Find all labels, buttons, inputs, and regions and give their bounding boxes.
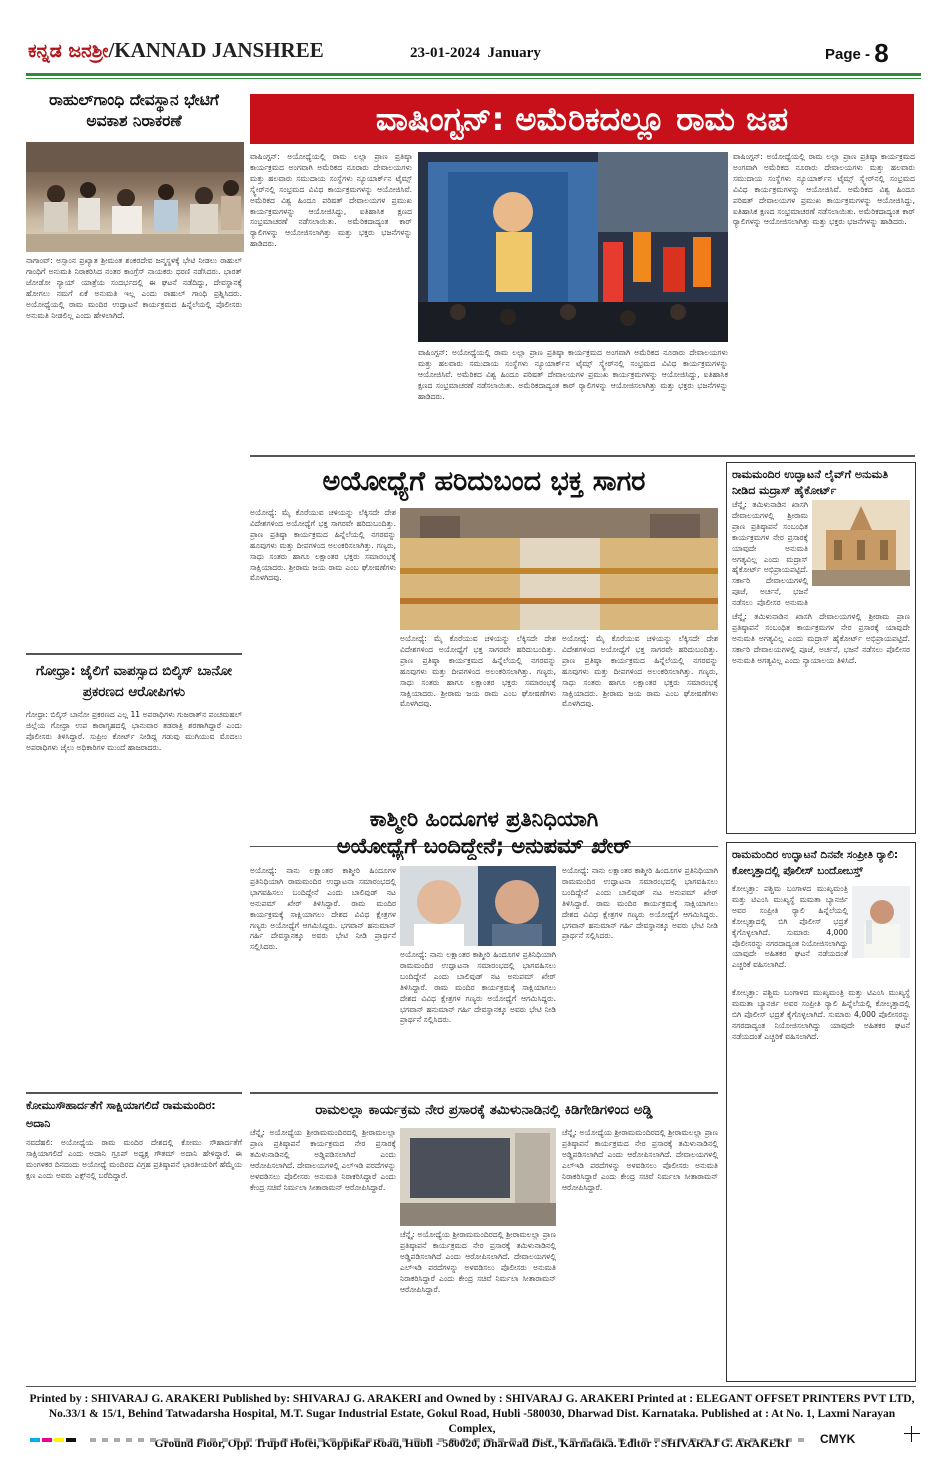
ram-mandir-photo bbox=[812, 500, 910, 586]
registration-swatch-cyan bbox=[30, 1438, 40, 1442]
kolkata-body-top: ಕೋಲ್ಕತ್ತಾ: ಪಶ್ಚಿಮ ಬಂಗಾಳದ ಮುಖ್ಯಮಂತ್ರಿ ಮತ್ತು ಟಿಎಂಸಿ ಮುಖ್ಯಸ್ಥೆ ಮಮತಾ ಬ್ಯಾನರ್ಜಿ ಅವರ ಸಂಪ್ರೀತಿ ರ‍್ಯಾಲಿ ಹಿನ್ನೆಲೆಯಲ್ಲಿ ಕೋಲ್ಕತ್ತಾದಲ್ಲಿ ಬಿಗಿ ಪೊಲೀಸ್ ಭದ್ರತೆ ಕೈಗೊಳ್ಳಲಾಗಿದೆ. ಸುಮಾರು 4,000 ಪೊಲೀಸರನ್ನು ನಗರದಾದ್ಯಂತ ನಿಯೋಜಿಸಲಾಗಿದ್ದು ಯಾವುದೇ ಅಹಿತಕರ ಘಟನೆ ನಡೆಯದಂತೆ ಎಚ್ಚರಿಕೆ ವಹಿಸಲಾಗಿದೆ. bbox=[732, 884, 848, 970]
issue-date-day: 23-01-2024 bbox=[410, 45, 480, 61]
kashmir-headline-line2: ಅಯೋಧ್ಯೆಗೆ ಬಂದಿದ್ದೇನೆ; ಅನುಪಮ್ ಖೇರ್ bbox=[336, 834, 632, 858]
gujarat-divider bbox=[26, 1092, 242, 1094]
issue-date bbox=[410, 45, 541, 62]
times-square-graphic bbox=[418, 152, 728, 342]
tamilnadu-body-col3: ಚೆನ್ನೈ: ಅಯೋಧ್ಯೆಯ ಶ್ರೀರಾಮಮಂದಿರದಲ್ಲಿ ಶ್ರೀರಾಮಲಲ್ಲಾ ಪ್ರಾಣ ಪ್ರತಿಷ್ಠಾಪನೆ ಕಾರ್ಯಕ್ರಮದ ನೇರ ಪ್ರಸಾರಕ್ಕೆ ತಮಿಳುನಾಡಿನಲ್ಲಿ ಅಡ್ಡಿಪಡಿಸಲಾಗಿದೆ ಎಂದು ಆರೋಪಿಸಲಾಗಿದೆ. ದೇವಾಲಯಗಳಲ್ಲಿ ಎಲ್‌ಇಡಿ ಪರದೆಗಳನ್ನು ಅಳವಡಿಸಲು ಪೊಲೀಸರು ಅನುಮತಿ ನಿರಾಕರಿಸಿದ್ದಾರೆ ಎಂದು ಕೇಂದ್ರ ಸಚಿವೆ ನಿರ್ಮಲಾ ಸೀತಾರಾಮನ್ ಆರೋಪಿಸಿದ್ದಾರೆ. bbox=[562, 1128, 718, 1192]
kher-graphic bbox=[400, 866, 556, 946]
kashmir-headline-line1: ಕಾಶ್ಮೀರಿ ಹಿಂದೂಗಳ ಪ್ರತಿನಿಧಿಯಾಗಿ bbox=[369, 807, 599, 831]
masthead-title-kannada: ಕನ್ನಡ ಜನಶ್ರೀ bbox=[28, 40, 109, 62]
kashmir-divider bbox=[250, 1092, 718, 1094]
ocean-body-col3: ಅಯೋಧ್ಯೆ: ಮೈ ಕೊರೆಯುವ ಚಳಿಯನ್ನು ಲೆಕ್ಕಿಸದೇ ದೇಶ ವಿದೇಶಗಳಿಂದ ಅಯೋಧ್ಯೆಗೆ ಭಕ್ತ ಸಾಗರವೇ ಹರಿದುಬಂದಿತ್ತು. ಪ್ರಾಣ ಪ್ರತಿಷ್ಠಾ ಕಾರ್ಯಕ್ರಮದ ಹಿನ್ನೆಲೆಯಲ್ಲಿ ನಗರವನ್ನು ಹೂವುಗಳು ಮತ್ತು ದೀಪಗಳಿಂದ ಅಲಂಕರಿಸಲಾಗಿತ್ತು. ಗಣ್ಯರು, ಸಾಧು ಸಂತರು ಹಾಗೂ ಲಕ್ಷಾಂತರ ಭಕ್ತರು ಸಮಾರಂಭಕ್ಕೆ ಸಾಕ್ಷಿಯಾದರು. ಶ್ರೀರಾಮ ಜಯ ರಾಮ ಎಂಬ ಘೋಷಣೆಗಳು ಮೊಳಗಿದವು. bbox=[562, 634, 718, 709]
kolkata-body: ಕೋಲ್ಕತ್ತಾ: ಪಶ್ಚಿಮ ಬಂಗಾಳದ ಮುಖ್ಯಮಂತ್ರಿ ಮತ್ತು ಟಿಎಂಸಿ ಮುಖ್ಯಸ್ಥೆ ಮಮತಾ ಬ್ಯಾನರ್ಜಿ ಅವರ ಸಂಪ್ರೀತಿ ರ‍್ಯಾಲಿ ಹಿನ್ನೆಲೆಯಲ್ಲಿ ಕೋಲ್ಕತ್ತಾದಲ್ಲಿ ಬಿಗಿ ಪೊಲೀಸ್ ಭದ್ರತೆ ಕೈಗೊಳ್ಳಲಾಗಿದೆ. ಸುಮಾರು 4,000 ಪೊಲೀಸರನ್ನು ನಗರದಾದ್ಯಂತ ನಿಯೋಜಿಸಲಾಗಿದ್ದು ಯಾವುದೇ ಅಹಿತಕರ ಘಟನೆ ನಡೆಯದಂತೆ ಎಚ್ಚರಿಕೆ ವಹಿಸಲಾಗಿದೆ. bbox=[732, 988, 910, 1041]
washington-divider bbox=[250, 455, 915, 457]
washington-photo-times-square bbox=[418, 152, 728, 342]
registration-swatch-black bbox=[66, 1438, 76, 1442]
mamata-photo bbox=[852, 886, 910, 958]
madras-body-top: ಚೆನ್ನೈ: ತಮಿಳುನಾಡಿನ ಖಾಸಗಿ ದೇವಾಲಯಗಳಲ್ಲಿ ಶ್ರೀರಾಮ ಪ್ರಾಣ ಪ್ರತಿಷ್ಠಾಪನೆ ಸಂಬಂಧಿತ ಕಾರ್ಯಕ್ರಮಗಳ ನೇರ ಪ್ರಸಾರಕ್ಕೆ ಯಾವುದೇ ಅನುಮತಿ ಅಗತ್ಯವಿಲ್ಲ ಎಂದು ಮದ್ರಾಸ್ ಹೈಕೋರ್ಟ್ ಅಭಿಪ್ರಾಯಪಟ್ಟಿದೆ. ಸರ್ಕಾರಿ ದೇವಾಲಯಗಳಲ್ಲಿ ಪೂಜೆ, ಅರ್ಚನೆ, ಭಜನೆ ನಡೆಸಲು ಪೊಲೀಸರ ಅನುಮತಿ bbox=[732, 500, 808, 608]
issue-date-month: January bbox=[487, 45, 541, 61]
rahul-body: ನಾಗಾಂವ್: ಅಸ್ಸಾಂನ ಪ್ರಖ್ಯಾತ ಶ್ರೀಮಂತ ಶಂಕರದೇವ ಜನ್ಮಸ್ಥಳಕ್ಕೆ ಭೇಟಿ ನೀಡಲು ರಾಹುಲ್ ಗಾಂಧಿಗೆ ಅನುಮತಿ ನಿರಾಕರಿಸಿದ ನಂತರ ಕಾಂಗ್ರೆಸ್ ನಾಯಕರು ಧರಣಿ ನಡೆಸಿದರು. ಭಾರತ್ ಜೋಡೋ ನ್ಯಾಯ್ ಯಾತ್ರೆಯ ಸಂದರ್ಭದಲ್ಲಿ ಈ ಘಟನೆ ನಡೆದಿದ್ದು, ದೇವಸ್ಥಾನಕ್ಕೆ ಹೋಗಲು ನಮಗೆ ಏಕೆ ಅನುಮತಿ ಇಲ್ಲ ಎಂದು ರಾಹುಲ್ ಗಾಂಧಿ ಪ್ರಶ್ನಿಸಿದರು. ಅಯೋಧ್ಯೆಯಲ್ಲಿ ರಾಮ ಮಂದಿರ ಉದ್ಘಾಟನೆ ಕಾರ್ಯಕ್ರಮದ ಹಿನ್ನೆಲೆಯಲ್ಲಿ ಪೊಲೀಸರು ಅನುಮತಿ ನೀಡಲಿಲ್ಲ ಎಂದು ಹೇಳಲಾಗಿದೆ. bbox=[26, 256, 242, 320]
rahul-photo-graphic bbox=[26, 142, 244, 252]
tamilnadu-body-col2: ಚೆನ್ನೈ: ಅಯೋಧ್ಯೆಯ ಶ್ರೀರಾಮಮಂದಿರದಲ್ಲಿ ಶ್ರೀರಾಮಲಲ್ಲಾ ಪ್ರಾಣ ಪ್ರತಿಷ್ಠಾಪನೆ ಕಾರ್ಯಕ್ರಮದ ನೇರ ಪ್ರಸಾರಕ್ಕೆ ತಮಿಳುನಾಡಿನಲ್ಲಿ ಅಡ್ಡಿಪಡಿಸಲಾಗಿದೆ ಎಂದು ಆರೋಪಿಸಲಾಗಿದೆ. ದೇವಾಲಯಗಳಲ್ಲಿ ಎಲ್‌ಇಡಿ ಪರದೆಗಳನ್ನು ಅಳವಡಿಸಲು ಪೊಲೀಸರು ಅನುಮತಿ ನಿರಾಕರಿಸಿದ್ದಾರೆ ಎಂದು ಕೇಂದ್ರ ಸಚಿವೆ ನಿರ್ಮಲಾ ಸೀತಾರಾಮನ್ ಆರೋಪಿಸಿದ್ದಾರೆ. bbox=[400, 1230, 556, 1294]
kolkata-headline: ರಾಮಮಂದಿರ ಉದ್ಘಾಟನೆ ದಿನವೇ ಸಂಪ್ರೀತಿ ರ‍್ಯಾಲಿ: ಕೋಲ್ಕತ್ತಾದಲ್ಲಿ ಪೊಲೀಸ್ ಬಂದೋಬಸ್ತ್ bbox=[732, 849, 899, 877]
gujarat-body: ಗೋಧ್ರಾ: ಬಿಲ್ಕಿಸ್ ಬಾನೋ ಪ್ರಕರಣದ ಎಲ್ಲ 11 ಅಪರಾಧಿಗಳು ಗುಜರಾತ್‌ನ ಪಂಚಮಹಲ್ ಜಿಲ್ಲೆಯ ಗೋಧ್ರಾ ಉಪ ಕಾರಾಗೃಹದಲ್ಲಿ ಭಾನುವಾರ ತಡರಾತ್ರಿ ಶರಣಾಗಿದ್ದಾರೆ ಎಂದು ಪೊಲೀಸರು ತಿಳಿಸಿದ್ದಾರೆ. ಸುಪ್ರೀಂ ಕೋರ್ಟ್ ನೀಡಿದ್ದ ಗಡುವು ಮುಗಿಯುವ ಮೊದಲು ಅಪರಾಧಿಗಳು ಜೈಲು ಅಧಿಕಾರಿಗಳ ಮುಂದೆ ಹಾಜರಾದರು. bbox=[26, 710, 242, 752]
tamilnadu-headline: ರಾಮಲಲ್ಲಾ ಕಾರ್ಯಕ್ರಮ ನೇರ ಪ್ರಸಾರಕ್ಕೆ ತಮಿಳುನಾಡಿನಲ್ಲಿ ಕಿಡಿಗೇಡಿಗಳಿಂದ ಅಡ್ಡಿ bbox=[315, 1102, 653, 1118]
tamilnadu-photo bbox=[400, 1128, 556, 1226]
crowd-graphic bbox=[400, 508, 718, 630]
page-label: Page - bbox=[825, 46, 871, 63]
mamata-graphic bbox=[852, 886, 910, 958]
rahul-photo bbox=[26, 142, 244, 252]
imprint-line-3: Ground Floor, Opp. Trupti Hotel, Koppikar Road, Hubli - 580020, Dharwad Dist., Karnataka. Editor : SHIVARAJ G. ARAKERI bbox=[154, 1438, 790, 1450]
rahul-headline: ರಾಹುಲ್‌ಗಾಂಧಿ ದೇವಸ್ಥಾನ ಭೇಟಿಗೆ ಅವಕಾಶ ನಿರಾಕರಣೆ bbox=[49, 91, 219, 130]
washington-headline bbox=[250, 94, 914, 144]
registration-swatch-yellow bbox=[54, 1438, 64, 1442]
imprint-footer bbox=[28, 1392, 916, 1452]
rahul-divider bbox=[26, 653, 242, 655]
anupam-kher-photo bbox=[400, 866, 556, 946]
kashmir-body-col1: ಅಯೋಧ್ಯೆ: ನಾನು ಲಕ್ಷಾಂತರ ಕಾಶ್ಮೀರಿ ಹಿಂದೂಗಳ ಪ್ರತಿನಿಧಿಯಾಗಿ ರಾಮಮಂದಿರ ಉದ್ಘಾಟನಾ ಸಮಾರಂಭದಲ್ಲಿ ಭಾಗವಹಿಸಲು ಬಂದಿದ್ದೇನೆ ಎಂದು ಬಾಲಿವುಡ್ ನಟ ಅನುಪಮ್ ಖೇರ್ ತಿಳಿಸಿದ್ದಾರೆ. ರಾಮ ಮಂದಿರ ಕಾರ್ಯಕ್ರಮಕ್ಕೆ ಸಾಕ್ಷಿಯಾಗಲು ದೇಶದ ವಿವಿಧ ಕ್ಷೇತ್ರಗಳ ಗಣ್ಯರು ಅಯೋಧ್ಯೆಗೆ ಆಗಮಿಸಿದ್ದರು. ಭಗವಾನ್ ಹನುಮಾನ್ ಗರ್ಹಿ ದೇವಸ್ಥಾನಕ್ಕೂ ಅವರು ಭೇಟಿ ನೀಡಿ ಪ್ರಾರ್ಥನೆ ಸಲ್ಲಿಸಿದರು. bbox=[250, 866, 396, 952]
imprint-line-2: No.33/1 & 15/1, Behind Tatwadarsha Hospital, M.T. Sugar Industrial Estate, Gokul Road, Hubli -580030, Dharwad Dist. Karnataka. Published at : At No. 1, Laxmi Narayan Complex, bbox=[48, 1408, 896, 1435]
ocean-headline: ಅಯೋಧ್ಯೆಗೆ ಹರಿದುಬಂದ ಭಕ್ತ ಸಾಗರ bbox=[322, 466, 646, 497]
registration-swatch-magenta bbox=[42, 1438, 52, 1442]
kashmir-headline bbox=[250, 806, 718, 860]
madras-body: ಚೆನ್ನೈ: ತಮಿಳುನಾಡಿನ ಖಾಸಗಿ ದೇವಾಲಯಗಳಲ್ಲಿ ಶ್ರೀರಾಮ ಪ್ರಾಣ ಪ್ರತಿಷ್ಠಾಪನೆ ಸಂಬಂಧಿತ ಕಾರ್ಯಕ್ರಮಗಳ ನೇರ ಪ್ರಸಾರಕ್ಕೆ ಯಾವುದೇ ಅನುಮತಿ ಅಗತ್ಯವಿಲ್ಲ ಎಂದು ಮದ್ರಾಸ್ ಹೈಕೋರ್ಟ್ ಅಭಿಪ್ರಾಯಪಟ್ಟಿದೆ. ಸರ್ಕಾರಿ ದೇವಾಲಯಗಳಲ್ಲಿ ಪೂಜೆ, ಅರ್ಚನೆ, ಭಜನೆ ನಡೆಸಲು ಪೊಲೀಸರ ಅನುಮತಿ ಅಗತ್ಯವಿಲ್ಲ ಎಂದು ನ್ಯಾಯಾಲಯ ತಿಳಿಸಿದೆ. bbox=[732, 612, 910, 665]
tamilnadu-body-col1: ಚೆನ್ನೈ: ಅಯೋಧ್ಯೆಯ ಶ್ರೀರಾಮಮಂದಿರದಲ್ಲಿ ಶ್ರೀರಾಮಲಲ್ಲಾ ಪ್ರಾಣ ಪ್ರತಿಷ್ಠಾಪನೆ ಕಾರ್ಯಕ್ರಮದ ನೇರ ಪ್ರಸಾರಕ್ಕೆ ತಮಿಳುನಾಡಿನಲ್ಲಿ ಅಡ್ಡಿಪಡಿಸಲಾಗಿದೆ ಎಂದು ಆರೋಪಿಸಲಾಗಿದೆ. ದೇವಾಲಯಗಳಲ್ಲಿ ಎಲ್‌ಇಡಿ ಪರದೆಗಳನ್ನು ಅಳವಡಿಸಲು ಪೊಲೀಸರು ಅನುಮತಿ ನಿರಾಕರಿಸಿದ್ದಾರೆ ಎಂದು ಕೇಂದ್ರ ಸಚಿವೆ ನಿರ್ಮಲಾ ಸೀತಾರಾಮನ್ ಆರೋಪಿಸಿದ್ದಾರೆ. bbox=[250, 1128, 396, 1192]
ocean-body-col2: ಅಯೋಧ್ಯೆ: ಮೈ ಕೊರೆಯುವ ಚಳಿಯನ್ನು ಲೆಕ್ಕಿಸದೇ ದೇಶ ವಿದೇಶಗಳಿಂದ ಅಯೋಧ್ಯೆಗೆ ಭಕ್ತ ಸಾಗರವೇ ಹರಿದುಬಂದಿತ್ತು. ಪ್ರಾಣ ಪ್ರತಿಷ್ಠಾ ಕಾರ್ಯಕ್ರಮದ ಹಿನ್ನೆಲೆಯಲ್ಲಿ ನಗರವನ್ನು ಹೂವುಗಳು ಮತ್ತು ದೀಪಗಳಿಂದ ಅಲಂಕರಿಸಲಾಗಿತ್ತು. ಗಣ್ಯರು, ಸಾಧು ಸಂತರು ಹಾಗೂ ಲಕ್ಷಾಂತರ ಭಕ್ತರು ಸಮಾರಂಭಕ್ಕೆ ಸಾಕ್ಷಿಯಾದರು. ಶ್ರೀರಾಮ ಜಯ ರಾಮ ಎಂಬ ಘೋಷಣೆಗಳು ಮೊಳಗಿದವು. bbox=[400, 634, 556, 709]
page-number-value: 8 bbox=[874, 38, 889, 68]
ocean-crowd-photo bbox=[400, 508, 718, 630]
masthead-rule-thin bbox=[26, 78, 921, 79]
registration-strip bbox=[90, 1438, 810, 1442]
temple-graphic bbox=[812, 500, 910, 586]
communal-body: ನವದೆಹಲಿ: ಅಯೋಧ್ಯೆಯ ರಾಮ ಮಂದಿರ ದೇಶದಲ್ಲಿ ಕೋಮು ಸೌಹಾರ್ದತೆಗೆ ಸಾಕ್ಷಿಯಾಗಲಿದೆ ಎಂದು ಅದಾನಿ ಗ್ರೂಪ್ ಅಧ್ಯಕ್ಷ ಗೌತಮ್ ಅದಾನಿ ಹೇಳಿದ್ದಾರೆ. ಈ ಮಂಗಳಕರ ದಿನದಂದು ಅಯೋಧ್ಯೆ ಮಂದಿರದ ವಿಗ್ರಹ ಪ್ರತಿಷ್ಠಾಪನೆ ಭಾರತೀಯರಿಗೆ ಹೆಮ್ಮೆಯ ಕ್ಷಣ ಎಂದು ಅವರು ಎಕ್ಸ್‌ನಲ್ಲಿ ಬರೆದಿದ್ದಾರೆ. bbox=[26, 1138, 242, 1180]
masthead-title: ಕನ್ನಡ ಜನಶ್ರೀ/KANNAD JANSHREE bbox=[28, 38, 324, 62]
imprint-line-1: Printed by : SHIVARAJ G. ARAKERI Published by: SHIVARAJ G. ARAKERI and Owned by : SHIVARAJ G. ARAKERI Printed at : ELEGANT OFFSET PRINTERS PVT LTD, bbox=[29, 1393, 915, 1405]
washington-body-col1: ವಾಷಿಂಗ್ಟನ್: ಅಯೋಧ್ಯೆಯಲ್ಲಿ ರಾಮ ಲಲ್ಲಾ ಪ್ರಾಣ ಪ್ರತಿಷ್ಠಾ ಕಾರ್ಯಕ್ರಮದ ಅಂಗವಾಗಿ ಅಮೆರಿಕದ ನೂರಾರು ದೇವಾಲಯಗಳು ಮತ್ತು ಹಲವಾರು ಸಮುದಾಯ ಸಂಸ್ಥೆಗಳು ನ್ಯೂಯಾರ್ಕ್‌ನ ಟೈಮ್ಸ್ ಸ್ಕ್ವೇರ್‌ನಲ್ಲಿ ಸಂಭ್ರಮದ ವಿವಿಧ ಕಾರ್ಯಕ್ರಮಗಳನ್ನು ಆಯೋಜಿಸಿವೆ. ಅಮೆರಿಕದ ವಿಶ್ವ ಹಿಂದೂ ಪರಿಷತ್ ದೇವಾಲಯಗಳ ಪ್ರಮುಖ ಕಾರ್ಯಕ್ರಮಗಳನ್ನು ಆಯೋಜಿಸಿದ್ದು, ಐತಿಹಾಸಿಕ ಕ್ಷಣದ ಸಂಭ್ರಮಾಚರಣೆ ನಡೆಸಲಾಯಿತು. ಅಮೆರಿಕದಾದ್ಯಂತ ಕಾರ್ ರ‍್ಯಾಲಿಗಳನ್ನು ಆಯೋಜಿಸಲಾಗಿತ್ತು ಮತ್ತು ಭಕ್ತರು ಭಜನೆಗಳನ್ನು ಹಾಡಿದರು. bbox=[250, 152, 412, 249]
washington-body-col2: ವಾಷಿಂಗ್ಟನ್: ಅಯೋಧ್ಯೆಯಲ್ಲಿ ರಾಮ ಲಲ್ಲಾ ಪ್ರಾಣ ಪ್ರತಿಷ್ಠಾ ಕಾರ್ಯಕ್ರಮದ ಅಂಗವಾಗಿ ಅಮೆರಿಕದ ನೂರಾರು ದೇವಾಲಯಗಳು ಮತ್ತು ಹಲವಾರು ಸಮುದಾಯ ಸಂಸ್ಥೆಗಳು ನ್ಯೂಯಾರ್ಕ್‌ನ ಟೈಮ್ಸ್ ಸ್ಕ್ವೇರ್‌ನಲ್ಲಿ ಸಂಭ್ರಮದ ವಿವಿಧ ಕಾರ್ಯಕ್ರಮಗಳನ್ನು ಆಯೋಜಿಸಿವೆ. ಅಮೆರಿಕದ ವಿಶ್ವ ಹಿಂದೂ ಪರಿಷತ್ ದೇವಾಲಯಗಳ ಪ್ರಮುಖ ಕಾರ್ಯಕ್ರಮಗಳನ್ನು ಆಯೋಜಿಸಿದ್ದು, ಐತಿಹಾಸಿಕ ಕ್ಷಣದ ಸಂಭ್ರಮಾಚರಣೆ ನಡೆಸಲಾಯಿತು. ಅಮೆರಿಕದಾದ್ಯಂತ ಕಾರ್ ರ‍್ಯಾಲಿಗಳನ್ನು ಆಯೋಜಿಸಲಾಗಿತ್ತು ಮತ್ತು ಭಕ್ತರು ಭಜನೆಗಳನ್ನು ಹಾಡಿದರು. bbox=[418, 348, 728, 401]
screen-graphic bbox=[400, 1128, 556, 1226]
masthead-title-english: KANNAD JANSHREE bbox=[114, 38, 324, 62]
washington-body-col3: ವಾಷಿಂಗ್ಟನ್: ಅಯೋಧ್ಯೆಯಲ್ಲಿ ರಾಮ ಲಲ್ಲಾ ಪ್ರಾಣ ಪ್ರತಿಷ್ಠಾ ಕಾರ್ಯಕ್ರಮದ ಅಂಗವಾಗಿ ಅಮೆರಿಕದ ನೂರಾರು ದೇವಾಲಯಗಳು ಮತ್ತು ಹಲವಾರು ಸಮುದಾಯ ಸಂಸ್ಥೆಗಳು ನ್ಯೂಯಾರ್ಕ್‌ನ ಟೈಮ್ಸ್ ಸ್ಕ್ವೇರ್‌ನಲ್ಲಿ ಸಂಭ್ರಮದ ವಿವಿಧ ಕಾರ್ಯಕ್ರಮಗಳನ್ನು ಆಯೋಜಿಸಿವೆ. ಅಮೆರಿಕದ ವಿಶ್ವ ಹಿಂದೂ ಪರಿಷತ್ ದೇವಾಲಯಗಳ ಪ್ರಮುಖ ಕಾರ್ಯಕ್ರಮಗಳನ್ನು ಆಯೋಜಿಸಿದ್ದು, ಐತಿಹಾಸಿಕ ಕ್ಷಣದ ಸಂಭ್ರಮಾಚರಣೆ ನಡೆಸಲಾಯಿತು. ಅಮೆರಿಕದಾದ್ಯಂತ ಕಾರ್ ರ‍್ಯಾಲಿಗಳನ್ನು ಆಯೋಜಿಸಲಾಗಿತ್ತು ಮತ್ತು ಭಕ್ತರು ಭಜನೆಗಳನ್ನು ಹಾಡಿದರು. bbox=[733, 152, 915, 227]
cmyk-mark: CMYK bbox=[820, 1432, 856, 1446]
crop-mark-plus bbox=[904, 1426, 920, 1442]
kashmir-body-col2: ಅಯೋಧ್ಯೆ: ನಾನು ಲಕ್ಷಾಂತರ ಕಾಶ್ಮೀರಿ ಹಿಂದೂಗಳ ಪ್ರತಿನಿಧಿಯಾಗಿ ರಾಮಮಂದಿರ ಉದ್ಘಾಟನಾ ಸಮಾರಂಭದಲ್ಲಿ ಭಾಗವಹಿಸಲು ಬಂದಿದ್ದೇನೆ ಎಂದು ಬಾಲಿವುಡ್ ನಟ ಅನುಪಮ್ ಖೇರ್ ತಿಳಿಸಿದ್ದಾರೆ. ರಾಮ ಮಂದಿರ ಕಾರ್ಯಕ್ರಮಕ್ಕೆ ಸಾಕ್ಷಿಯಾಗಲು ದೇಶದ ವಿವಿಧ ಕ್ಷೇತ್ರಗಳ ಗಣ್ಯರು ಅಯೋಧ್ಯೆಗೆ ಆಗಮಿಸಿದ್ದರು. ಭಗವಾನ್ ಹನುಮಾನ್ ಗರ್ಹಿ ದೇವಸ್ಥಾನಕ್ಕೂ ಅವರು ಭೇಟಿ ನೀಡಿ ಪ್ರಾರ್ಥನೆ ಸಲ್ಲಿಸಿದರು. bbox=[400, 950, 556, 1025]
madras-headline: ರಾಮಮಂದಿರ ಉದ್ಘಾಟನೆ ಲೈವ್‌ಗೆ ಅನುಮತಿ ನೀಡಿದ ಮದ್ರಾಸ್ ಹೈಕೋರ್ಟ್ bbox=[732, 468, 889, 497]
ocean-body-col1: ಅಯೋಧ್ಯೆ: ಮೈ ಕೊರೆಯುವ ಚಳಿಯನ್ನು ಲೆಕ್ಕಿಸದೇ ದೇಶ ವಿದೇಶಗಳಿಂದ ಅಯೋಧ್ಯೆಗೆ ಭಕ್ತ ಸಾಗರವೇ ಹರಿದುಬಂದಿತ್ತು. ಪ್ರಾಣ ಪ್ರತಿಷ್ಠಾ ಕಾರ್ಯಕ್ರಮದ ಹಿನ್ನೆಲೆಯಲ್ಲಿ ನಗರವನ್ನು ಹೂವುಗಳು ಮತ್ತು ದೀಪಗಳಿಂದ ಅಲಂಕರಿಸಲಾಗಿತ್ತು. ಗಣ್ಯರು, ಸಾಧು ಸಂತರು ಹಾಗೂ ಲಕ್ಷಾಂತರ ಭಕ್ತರು ಸಮಾರಂಭಕ್ಕೆ ಸಾಕ್ಷಿಯಾದರು. ಶ್ರೀರಾಮ ಜಯ ರಾಮ ಎಂಬ ಘೋಷಣೆಗಳು ಮೊಳಗಿದವು. bbox=[250, 508, 396, 583]
communal-headline: ಕೋಮುಸೌಹಾರ್ದತೆಗೆ ಸಾಕ್ಷಿಯಾಗಲಿದೆ ರಾಮಮಂದಿರ: ಅದಾನಿ bbox=[26, 1099, 216, 1130]
footer-rule bbox=[26, 1386, 916, 1387]
page-number bbox=[825, 38, 889, 69]
washington-headline-text: ವಾಷಿಂಗ್ಟನ್: ಅಮೆರಿಕದಲ್ಲೂ ರಾಮ ಜಪ bbox=[375, 100, 789, 138]
gujarat-headline: ಗೋಧ್ರಾ: ಜೈಲಿಗೆ ವಾಪಸ್ಸಾದ ಬಿಲ್ಕಿಸ್ ಬಾನೋ ಪ್ರಕರಣದ ಆರೋಪಿಗಳು bbox=[35, 663, 232, 700]
masthead-rule bbox=[26, 73, 921, 76]
kashmir-body-col3: ಅಯೋಧ್ಯೆ: ನಾನು ಲಕ್ಷಾಂತರ ಕಾಶ್ಮೀರಿ ಹಿಂದೂಗಳ ಪ್ರತಿನಿಧಿಯಾಗಿ ರಾಮಮಂದಿರ ಉದ್ಘಾಟನಾ ಸಮಾರಂಭದಲ್ಲಿ ಭಾಗವಹಿಸಲು ಬಂದಿದ್ದೇನೆ ಎಂದು ಬಾಲಿವುಡ್ ನಟ ಅನುಪಮ್ ಖೇರ್ ತಿಳಿಸಿದ್ದಾರೆ. ರಾಮ ಮಂದಿರ ಕಾರ್ಯಕ್ರಮಕ್ಕೆ ಸಾಕ್ಷಿಯಾಗಲು ದೇಶದ ವಿವಿಧ ಕ್ಷೇತ್ರಗಳ ಗಣ್ಯರು ಅಯೋಧ್ಯೆಗೆ ಆಗಮಿಸಿದ್ದರು. ಭಗವಾನ್ ಹನುಮಾನ್ ಗರ್ಹಿ ದೇವಸ್ಥಾನಕ್ಕೂ ಅವರು ಭೇಟಿ ನೀಡಿ ಪ್ರಾರ್ಥನೆ ಸಲ್ಲಿಸಿದರು. bbox=[562, 866, 718, 941]
